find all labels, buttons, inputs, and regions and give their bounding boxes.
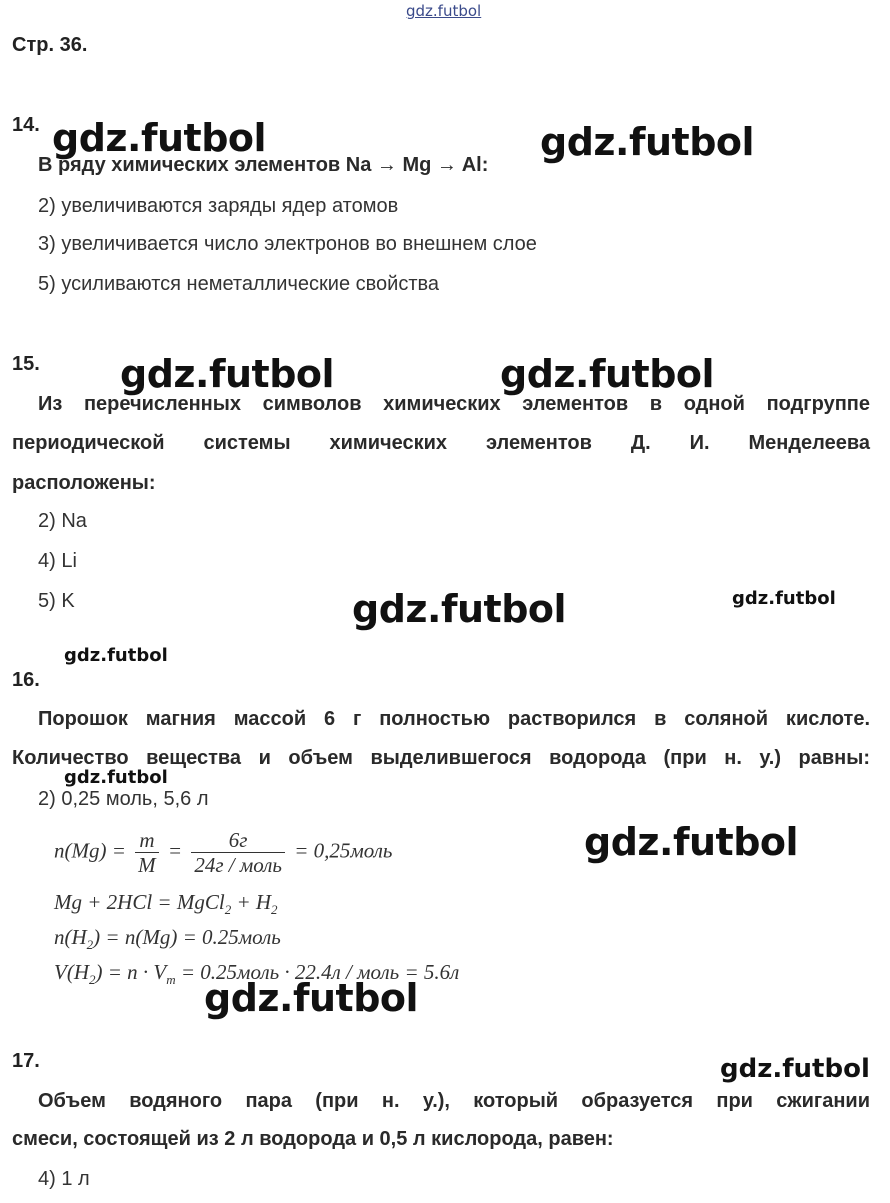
question-15-text-line: расположены: <box>12 472 156 494</box>
question-15-text-line: периодической системы химических элементов Д. И. Менделеева <box>12 432 870 454</box>
question-16-text-line: Количество вещества и объем выделившегося водорода (при н. у.) равны: <box>12 747 870 769</box>
watermark-top-link[interactable]: gdz.futbol <box>406 2 482 20</box>
question-17-number: 17. <box>12 1050 40 1072</box>
question-15-number: 15. <box>12 353 40 375</box>
question-14-answer: 2) увеличиваются заряды ядер атомов <box>38 195 399 217</box>
formula-amount-mg <box>54 828 392 877</box>
watermark: gdz.futbol <box>352 587 567 631</box>
question-17-answer: 4) 1 л <box>38 1168 90 1190</box>
formula-subscript: 2 <box>86 937 94 953</box>
formula-text: n(H <box>54 925 87 949</box>
question-16-text-line: Порошок магния массой 6 г полностью растворился в соляной кислоте. <box>38 708 870 730</box>
formula-subscript: 2 <box>89 972 96 988</box>
formula-text: n(Mg) = <box>54 838 126 863</box>
fraction-numerator: m <box>135 828 159 853</box>
watermark: gdz.futbol <box>120 352 335 396</box>
formula-text: + H <box>231 890 272 914</box>
watermark: gdz.futbol <box>64 645 168 666</box>
question-17-text-line: Объем водяного пара (при н. у.), который образуется при сжигании <box>38 1090 870 1112</box>
question-15-text-line: Из перечисленных символов химических элементов в одной подгруппе <box>38 393 870 415</box>
question-16-answer: 2) 0,25 моль, 5,6 л <box>38 788 209 810</box>
watermark: gdz.futbol <box>64 767 168 788</box>
watermark: gdz.futbol <box>500 352 715 396</box>
question-17-text-line: смеси, состоящей из 2 л водорода и 0,5 л кислорода, равен: <box>12 1128 614 1150</box>
question-15-answer: 5) K <box>38 590 75 612</box>
question-15-answer: 2) Na <box>38 510 87 532</box>
formula-reaction-equation <box>54 890 278 918</box>
watermark: gdz.futbol <box>204 976 419 1020</box>
formula-text: ) = n · V <box>95 960 167 984</box>
fraction-numerator: 6г <box>191 828 285 853</box>
watermark: gdz.futbol <box>540 120 755 164</box>
formula-text: V(H <box>54 960 89 984</box>
question-15-answer: 4) Li <box>38 550 77 572</box>
formula-text: = <box>167 838 183 863</box>
question-16-number: 16. <box>12 669 40 691</box>
formula-text: = 0,25моль <box>294 838 393 863</box>
question-14-answer: 5) усиливаются неметаллические свойства <box>38 273 440 295</box>
formula-amount-h2 <box>54 925 281 953</box>
formula-subscript: m <box>166 972 176 988</box>
fraction-mass-over-molar <box>191 828 285 877</box>
formula-text: = 0.25моль · 22.4л / моль = 5.6л <box>175 960 460 984</box>
formula-subscript: 2 <box>271 902 278 918</box>
formula-text: Mg + 2HCl = MgCl <box>54 890 225 914</box>
formula-subscript: 2 <box>224 902 232 918</box>
watermark: gdz.futbol <box>52 116 267 160</box>
fraction-denominator: M <box>138 853 156 877</box>
formula-text: ) = n(Mg) = 0.25моль <box>93 925 281 949</box>
watermark: gdz.futbol <box>584 820 799 864</box>
fraction-m-over-M <box>135 828 159 877</box>
fraction-denominator: 24г / моль <box>194 853 282 877</box>
watermark: gdz.futbol <box>720 1054 870 1084</box>
watermark: gdz.futbol <box>732 588 836 609</box>
question-14-text: В ряду химических элементов Na → Mg → Al: <box>38 154 489 176</box>
page-label: Стр. 36. <box>12 34 88 56</box>
question-14-number: 14. <box>12 114 40 136</box>
question-14-answer: 3) увеличивается число электронов во внешнем слое <box>38 233 537 255</box>
